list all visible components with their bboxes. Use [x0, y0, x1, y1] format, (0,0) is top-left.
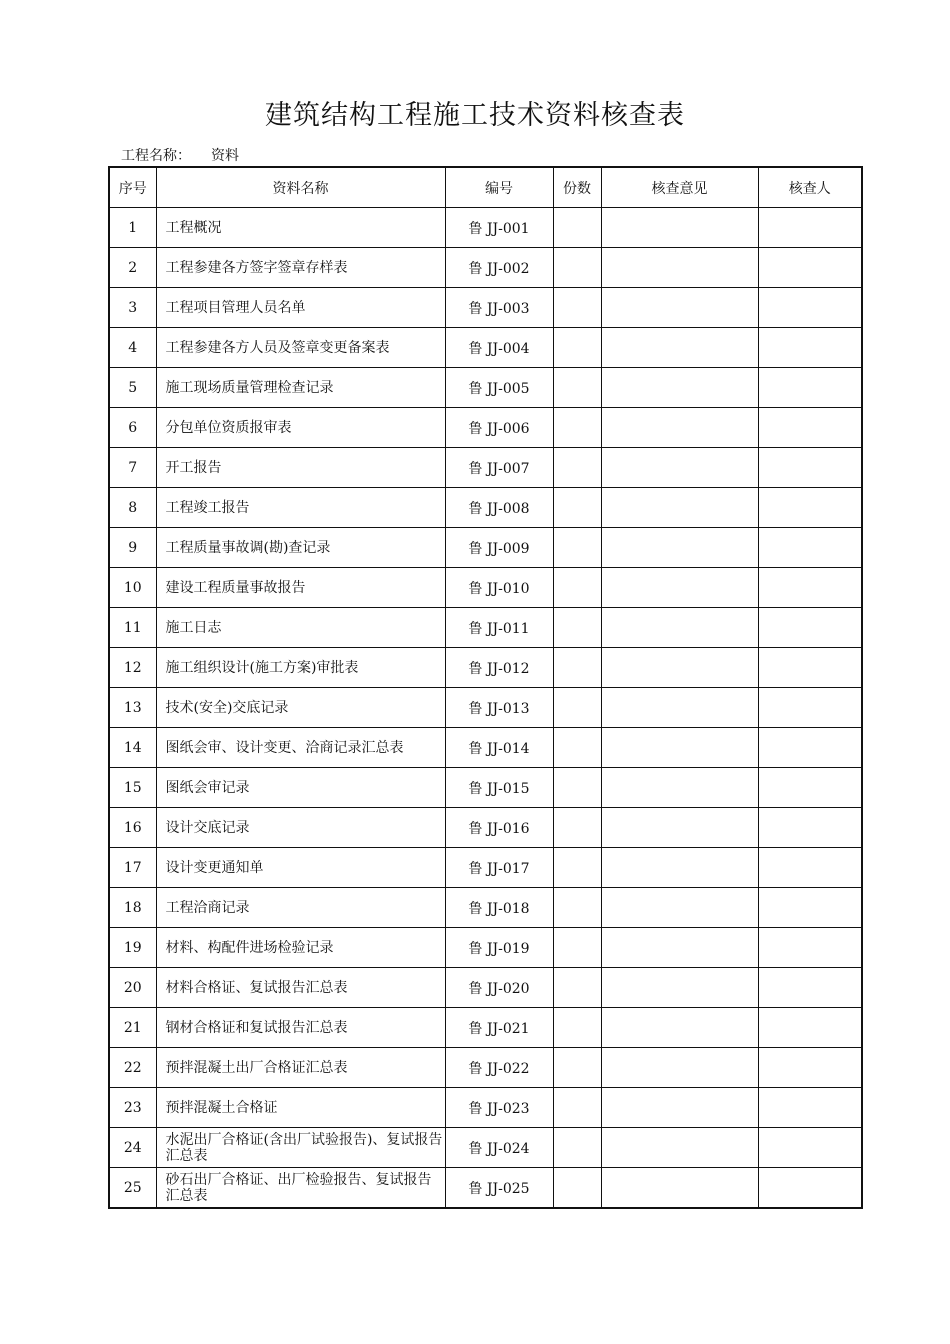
table-row [109, 1008, 862, 1048]
row-copies-cell [553, 688, 601, 728]
table-row [109, 768, 862, 808]
row-opinion-cell [601, 248, 758, 288]
row-copies-cell [553, 568, 601, 608]
table-row [109, 728, 862, 768]
row-document-name: 施工组织设计(施工方案)审批表 [156, 648, 445, 688]
row-code: 鲁 JJ-013 [445, 688, 553, 728]
row-copies-cell [553, 728, 601, 768]
table-row [109, 208, 862, 248]
row-checker-cell [758, 648, 862, 688]
row-checker-cell [758, 248, 862, 288]
row-copies-cell [553, 288, 601, 328]
row-document-name: 工程参建各方签字签章存样表 [156, 248, 445, 288]
row-document-name: 建设工程质量事故报告 [156, 568, 445, 608]
row-opinion-cell [601, 1008, 758, 1048]
row-number: 8 [109, 488, 156, 528]
table-row [109, 1088, 862, 1128]
row-number: 3 [109, 288, 156, 328]
table-row [109, 528, 862, 568]
row-document-name: 工程概况 [156, 208, 445, 248]
row-document-name: 工程洽商记录 [156, 888, 445, 928]
table-row [109, 328, 862, 368]
table-row [109, 688, 862, 728]
row-code: 鲁 JJ-011 [445, 608, 553, 648]
row-copies-cell [553, 528, 601, 568]
row-number: 12 [109, 648, 156, 688]
row-document-name: 设计交底记录 [156, 808, 445, 848]
row-document-name: 工程竣工报告 [156, 488, 445, 528]
row-number: 24 [109, 1128, 156, 1168]
row-code: 鲁 JJ-006 [445, 408, 553, 448]
row-opinion-cell [601, 408, 758, 448]
row-opinion-cell [601, 608, 758, 648]
table-row [109, 648, 862, 688]
row-opinion-cell [601, 208, 758, 248]
row-document-name: 开工报告 [156, 448, 445, 488]
row-opinion-cell [601, 1168, 758, 1209]
row-code: 鲁 JJ-016 [445, 808, 553, 848]
row-opinion-cell [601, 288, 758, 328]
row-code: 鲁 JJ-012 [445, 648, 553, 688]
row-checker-cell [758, 1168, 862, 1209]
row-document-name: 预拌混凝土合格证 [156, 1088, 445, 1128]
row-copies-cell [553, 768, 601, 808]
row-number: 20 [109, 968, 156, 1008]
row-code: 鲁 JJ-010 [445, 568, 553, 608]
header-copies: 份数 [553, 167, 601, 208]
row-document-name: 施工现场质量管理检查记录 [156, 368, 445, 408]
row-number: 25 [109, 1168, 156, 1209]
row-document-name: 设计变更通知单 [156, 848, 445, 888]
row-document-name: 图纸会审、设计变更、洽商记录汇总表 [156, 728, 445, 768]
row-code: 鲁 JJ-019 [445, 928, 553, 968]
row-document-name: 材料、构配件进场检验记录 [156, 928, 445, 968]
row-copies-cell [553, 488, 601, 528]
table-row [109, 368, 862, 408]
row-checker-cell [758, 1128, 862, 1168]
row-code: 鲁 JJ-020 [445, 968, 553, 1008]
row-checker-cell [758, 368, 862, 408]
row-copies-cell [553, 888, 601, 928]
row-copies-cell [553, 648, 601, 688]
row-opinion-cell [601, 1128, 758, 1168]
row-code: 鲁 JJ-007 [445, 448, 553, 488]
row-number: 6 [109, 408, 156, 448]
row-document-name: 砂石出厂合格证、出厂检验报告、复试报告汇总表 [156, 1168, 445, 1209]
row-code: 鲁 JJ-018 [445, 888, 553, 928]
row-checker-cell [758, 968, 862, 1008]
row-opinion-cell [601, 368, 758, 408]
row-checker-cell [758, 1048, 862, 1088]
row-checker-cell [758, 688, 862, 728]
row-code: 鲁 JJ-002 [445, 248, 553, 288]
row-copies-cell [553, 408, 601, 448]
row-number: 14 [109, 728, 156, 768]
row-number: 4 [109, 328, 156, 368]
page-title: 建筑结构工程施工技术资料核查表 [265, 100, 685, 131]
table-row [109, 1128, 862, 1168]
table-row [109, 1048, 862, 1088]
table-row [109, 248, 862, 288]
row-checker-cell [758, 808, 862, 848]
row-checker-cell [758, 1088, 862, 1128]
table-row [109, 568, 862, 608]
row-copies-cell [553, 1048, 601, 1088]
row-opinion-cell [601, 688, 758, 728]
row-copies-cell [553, 1088, 601, 1128]
row-checker-cell [758, 888, 862, 928]
row-opinion-cell [601, 968, 758, 1008]
row-number: 2 [109, 248, 156, 288]
table-row [109, 928, 862, 968]
row-checker-cell [758, 848, 862, 888]
row-opinion-cell [601, 1088, 758, 1128]
table-row [109, 1168, 862, 1209]
row-number: 18 [109, 888, 156, 928]
table-row [109, 288, 862, 328]
row-opinion-cell [601, 648, 758, 688]
row-number: 21 [109, 1008, 156, 1048]
row-number: 1 [109, 208, 156, 248]
header-checker: 核查人 [758, 167, 862, 208]
row-copies-cell [553, 968, 601, 1008]
row-opinion-cell [601, 488, 758, 528]
row-number: 10 [109, 568, 156, 608]
row-copies-cell [553, 1128, 601, 1168]
row-document-name: 预拌混凝土出厂合格证汇总表 [156, 1048, 445, 1088]
row-code: 鲁 JJ-022 [445, 1048, 553, 1088]
row-number: 16 [109, 808, 156, 848]
row-checker-cell [758, 208, 862, 248]
table-body [109, 208, 862, 1209]
row-copies-cell [553, 608, 601, 648]
header-name: 资料名称 [156, 167, 445, 208]
row-opinion-cell [601, 848, 758, 888]
row-copies-cell [553, 1168, 601, 1209]
row-copies-cell [553, 208, 601, 248]
header-no: 序号 [109, 167, 156, 208]
row-checker-cell [758, 728, 862, 768]
row-checker-cell [758, 448, 862, 488]
row-opinion-cell [601, 928, 758, 968]
row-document-name: 分包单位资质报审表 [156, 408, 445, 448]
project-name-line [121, 145, 239, 165]
row-document-name: 技术(安全)交底记录 [156, 688, 445, 728]
row-copies-cell [553, 248, 601, 288]
row-number: 23 [109, 1088, 156, 1128]
row-opinion-cell [601, 568, 758, 608]
row-checker-cell [758, 528, 862, 568]
check-table [108, 166, 863, 1209]
row-checker-cell [758, 488, 862, 528]
row-opinion-cell [601, 1048, 758, 1088]
row-document-name: 工程参建各方人员及签章变更备案表 [156, 328, 445, 368]
header-code: 编号 [445, 167, 553, 208]
table-row [109, 968, 862, 1008]
row-copies-cell [553, 928, 601, 968]
table-row [109, 408, 862, 448]
row-code: 鲁 JJ-001 [445, 208, 553, 248]
row-checker-cell [758, 408, 862, 448]
table-header-row [109, 167, 862, 208]
row-number: 5 [109, 368, 156, 408]
table-row [109, 448, 862, 488]
row-checker-cell [758, 1008, 862, 1048]
row-checker-cell [758, 768, 862, 808]
row-opinion-cell [601, 808, 758, 848]
row-document-name: 水泥出厂合格证(含出厂试验报告)、复试报告汇总表 [156, 1128, 445, 1168]
row-code: 鲁 JJ-025 [445, 1168, 553, 1209]
row-number: 15 [109, 768, 156, 808]
row-code: 鲁 JJ-015 [445, 768, 553, 808]
row-code: 鲁 JJ-017 [445, 848, 553, 888]
row-document-name: 工程项目管理人员名单 [156, 288, 445, 328]
project-name-value: 资料 [211, 148, 239, 164]
row-number: 13 [109, 688, 156, 728]
row-code: 鲁 JJ-009 [445, 528, 553, 568]
row-opinion-cell [601, 888, 758, 928]
row-code: 鲁 JJ-024 [445, 1128, 553, 1168]
project-name-label: 工程名称： [121, 148, 191, 164]
row-opinion-cell [601, 328, 758, 368]
row-checker-cell [758, 568, 862, 608]
table-row [109, 848, 862, 888]
table-row [109, 608, 862, 648]
row-number: 11 [109, 608, 156, 648]
row-code: 鲁 JJ-021 [445, 1008, 553, 1048]
row-document-name: 图纸会审记录 [156, 768, 445, 808]
table-row [109, 808, 862, 848]
header-opinion: 核查意见 [601, 167, 758, 208]
row-copies-cell [553, 328, 601, 368]
row-copies-cell [553, 1008, 601, 1048]
row-document-name: 工程质量事故调(勘)查记录 [156, 528, 445, 568]
row-number: 17 [109, 848, 156, 888]
row-document-name: 施工日志 [156, 608, 445, 648]
table-row [109, 488, 862, 528]
row-number: 19 [109, 928, 156, 968]
row-number: 22 [109, 1048, 156, 1088]
row-code: 鲁 JJ-014 [445, 728, 553, 768]
row-number: 9 [109, 528, 156, 568]
row-copies-cell [553, 368, 601, 408]
row-code: 鲁 JJ-005 [445, 368, 553, 408]
row-opinion-cell [601, 728, 758, 768]
row-document-name: 材料合格证、复试报告汇总表 [156, 968, 445, 1008]
row-checker-cell [758, 288, 862, 328]
row-checker-cell [758, 928, 862, 968]
row-document-name: 钢材合格证和复试报告汇总表 [156, 1008, 445, 1048]
row-checker-cell [758, 328, 862, 368]
row-copies-cell [553, 448, 601, 488]
table-row [109, 888, 862, 928]
row-code: 鲁 JJ-008 [445, 488, 553, 528]
row-copies-cell [553, 808, 601, 848]
row-code: 鲁 JJ-004 [445, 328, 553, 368]
row-copies-cell [553, 848, 601, 888]
row-opinion-cell [601, 768, 758, 808]
row-checker-cell [758, 608, 862, 648]
row-number: 7 [109, 448, 156, 488]
row-opinion-cell [601, 448, 758, 488]
row-code: 鲁 JJ-003 [445, 288, 553, 328]
row-opinion-cell [601, 528, 758, 568]
row-code: 鲁 JJ-023 [445, 1088, 553, 1128]
